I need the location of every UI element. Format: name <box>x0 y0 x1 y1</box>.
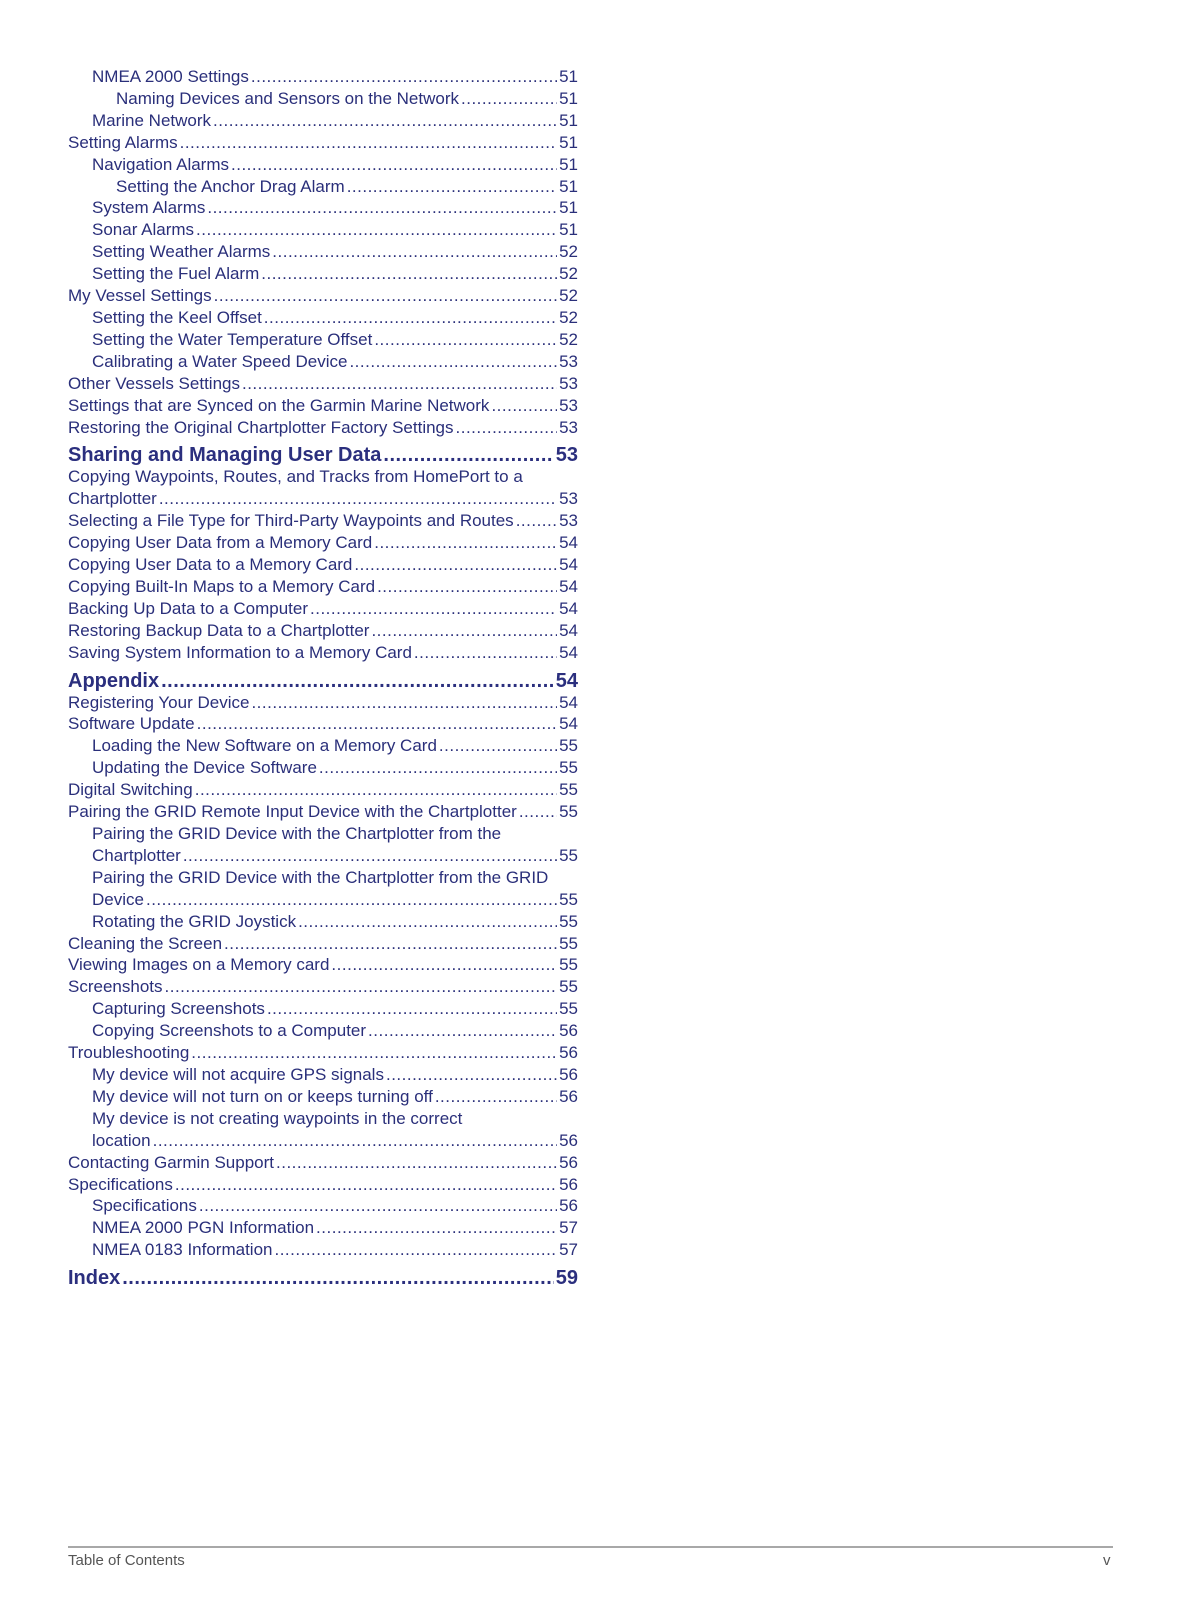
table-of-contents <box>68 66 578 1289</box>
toc-entry-title: Pairing the GRID Remote Input Device with the Chartplotter <box>68 802 517 822</box>
toc-entry-link[interactable] <box>68 1174 578 1196</box>
toc-page-number: 55 <box>559 845 578 865</box>
dot-leader <box>213 110 557 132</box>
toc-entry-link[interactable] <box>68 1239 578 1261</box>
toc-page-number: 51 <box>559 110 578 130</box>
toc-page-number: 55 <box>559 933 578 953</box>
toc-entry-link[interactable] <box>68 219 578 241</box>
toc-entry-title: Updating the Device Software <box>92 758 317 778</box>
toc-entry-link[interactable] <box>68 1152 578 1174</box>
toc-entry-title: Other Vessels Settings <box>68 373 240 393</box>
dot-leader <box>319 757 557 779</box>
toc-page-number: 56 <box>559 1152 578 1172</box>
toc-entry-link[interactable] <box>68 176 578 198</box>
toc-entry-link[interactable] <box>68 1217 578 1239</box>
toc-entry-title: Viewing Images on a Memory card <box>68 955 330 975</box>
toc-page-number: 54 <box>559 533 578 553</box>
toc-entry-link[interactable] <box>68 801 578 823</box>
toc-entry-title-continued: Device <box>92 889 144 909</box>
dot-leader <box>224 933 557 955</box>
toc-entry-title: Copying User Data from a Memory Card <box>68 533 373 553</box>
toc-entry-title: Registering Your Device <box>68 692 250 712</box>
toc-page-number: 55 <box>559 736 578 756</box>
toc-entry-link[interactable] <box>68 488 578 510</box>
footer-divider <box>68 1546 1113 1548</box>
dot-leader <box>242 373 557 395</box>
toc-entry-link[interactable] <box>68 1086 578 1108</box>
toc-entry-title: Setting the Water Temperature Offset <box>92 329 373 349</box>
dot-leader <box>159 488 557 510</box>
toc-entry-title-line <box>68 867 578 889</box>
toc-entry-title: System Alarms <box>92 198 206 218</box>
dot-leader <box>374 329 557 351</box>
toc-entry-title: NMEA 2000 PGN Information <box>92 1218 315 1238</box>
toc-page-number: 53 <box>559 373 578 393</box>
toc-entry-title: Sharing and Managing User Data <box>68 444 382 467</box>
toc-entry-title: Settings that are Synced on the Garmin Marine Network <box>68 395 490 415</box>
toc-entry-title-continued: Chartplotter <box>92 845 181 865</box>
dot-leader <box>310 598 557 620</box>
toc-entry-title: Specifications <box>92 1196 197 1216</box>
toc-entry-link[interactable] <box>68 576 578 598</box>
toc-entry-link[interactable] <box>68 889 578 911</box>
toc-entry-title: Pairing the GRID Device with the Chartplotter from the GRID <box>92 867 549 887</box>
toc-entry-title: Copying Waypoints, Routes, and Tracks from HomePort to a <box>68 467 523 487</box>
toc-entry-link[interactable] <box>68 373 578 395</box>
toc-entry-title: Calibrating a Water Speed Device <box>92 351 348 371</box>
toc-entry-title-continued: Chartplotter <box>68 489 157 509</box>
toc-entry-title: Sonar Alarms <box>92 220 195 240</box>
footer-section-label: Table of Contents <box>68 1552 185 1569</box>
toc-entry-title: My device is not creating waypoints in the correct <box>92 1108 463 1128</box>
toc-entry-link[interactable] <box>68 417 578 439</box>
toc-entry-link[interactable] <box>68 329 578 351</box>
toc-page-number: 56 <box>559 1064 578 1084</box>
toc-page-number: 51 <box>559 176 578 196</box>
dot-leader <box>231 154 557 176</box>
toc-entry-link[interactable] <box>68 735 578 757</box>
toc-entry-title: Appendix <box>68 669 160 692</box>
toc-page-number: 55 <box>559 955 578 975</box>
toc-page-number: 54 <box>559 714 578 734</box>
toc-entry-title: Setting Weather Alarms <box>92 242 271 262</box>
toc-entry-link[interactable] <box>68 241 578 263</box>
dot-leader <box>383 444 553 466</box>
toc-page-number: 54 <box>559 576 578 596</box>
toc-entry-title: My device will not acquire GPS signals <box>92 1064 384 1084</box>
toc-entry-title: Index <box>68 1267 121 1290</box>
dot-leader <box>368 1020 557 1042</box>
toc-page-number: 55 <box>559 758 578 778</box>
toc-entry-title: My device will not turn on or keeps turning off <box>92 1086 433 1106</box>
toc-entry-link[interactable] <box>68 154 578 176</box>
dot-leader <box>161 670 554 692</box>
toc-page-number: 55 <box>559 802 578 822</box>
toc-entry-title: Copying Built-In Maps to a Memory Card <box>68 576 376 596</box>
toc-page-number: 51 <box>559 198 578 218</box>
toc-page-number: 56 <box>559 1086 578 1106</box>
dot-leader <box>331 954 557 976</box>
toc-entry-link[interactable] <box>68 954 578 976</box>
toc-page-number: 53 <box>555 444 578 467</box>
toc-page-number: 54 <box>555 669 578 692</box>
toc-entry-link[interactable] <box>68 554 578 576</box>
toc-page-number: 52 <box>559 242 578 262</box>
toc-page-number: 55 <box>559 780 578 800</box>
toc-entry-title: Saving System Information to a Memory Card <box>68 642 412 662</box>
toc-entry-title: Digital Switching <box>68 780 193 800</box>
toc-page-number: 54 <box>559 692 578 712</box>
toc-entry-title-line <box>68 1108 578 1130</box>
dot-leader <box>349 351 557 373</box>
toc-entry-title: Copying Screenshots to a Computer <box>92 1021 367 1041</box>
dot-leader <box>276 1152 557 1174</box>
toc-entry-link[interactable] <box>68 110 578 132</box>
toc-entry-link[interactable] <box>68 933 578 955</box>
dot-leader <box>274 1239 557 1261</box>
toc-entry-link[interactable] <box>68 620 578 642</box>
toc-page-number: 52 <box>559 329 578 349</box>
dot-leader <box>175 1174 557 1196</box>
toc-entry-title: Copying User Data to a Memory Card <box>68 555 353 575</box>
toc-entry-link[interactable] <box>68 532 578 554</box>
toc-entry-link[interactable] <box>68 642 578 664</box>
dot-leader <box>435 1086 557 1108</box>
dot-leader <box>439 735 557 757</box>
toc-page-number: 53 <box>559 417 578 437</box>
toc-entry-link[interactable] <box>68 395 578 417</box>
toc-page-number: 52 <box>559 307 578 327</box>
toc-entry-link[interactable] <box>68 757 578 779</box>
toc-entry-title: Capturing Screenshots <box>92 999 265 1019</box>
dot-leader <box>180 132 557 154</box>
toc-entry-title: Pairing the GRID Device with the Chartplotter from the <box>92 824 502 843</box>
toc-page-number: 55 <box>559 889 578 909</box>
dot-leader <box>267 998 557 1020</box>
toc-entry-title: Loading the New Software on a Memory Card <box>92 736 437 756</box>
toc-page-number: 55 <box>559 977 578 997</box>
toc-page-number: 56 <box>559 1021 578 1041</box>
toc-entry-title-line <box>68 823 578 845</box>
footer-page-number: v <box>1103 1552 1111 1569</box>
toc-entry-title: NMEA 2000 Settings <box>92 67 249 86</box>
toc-entry-title-continued: location <box>92 1130 151 1150</box>
toc-entry-title: Marine Network <box>92 110 212 130</box>
toc-entry-title: Selecting a File Type for Third-Party Waypoints and Routes <box>68 511 514 531</box>
toc-entry-link[interactable] <box>68 1042 578 1064</box>
dot-leader <box>251 692 557 714</box>
toc-page-number: 53 <box>559 351 578 371</box>
dot-leader <box>461 88 557 110</box>
toc-page-number: 55 <box>559 911 578 931</box>
toc-entry-title: Backing Up Data to a Computer <box>68 598 309 618</box>
dot-leader <box>516 510 557 532</box>
toc-entry-link[interactable] <box>68 911 578 933</box>
toc-entry-title-line <box>68 466 578 488</box>
toc-entry-link[interactable] <box>68 976 578 998</box>
toc-entry-link[interactable] <box>68 1130 578 1152</box>
dot-leader <box>251 66 557 88</box>
toc-page-number: 52 <box>559 286 578 306</box>
dot-leader <box>374 532 557 554</box>
toc-entry-title: Troubleshooting <box>68 1043 190 1063</box>
dot-leader <box>386 1064 557 1086</box>
dot-leader <box>199 1195 557 1217</box>
toc-page-number: 51 <box>559 67 578 86</box>
toc-entry-title: Navigation Alarms <box>92 154 230 174</box>
toc-entry-link[interactable] <box>68 1195 578 1217</box>
toc-page-number: 51 <box>559 88 578 108</box>
dot-leader <box>214 285 557 307</box>
toc-entry-link[interactable] <box>68 713 578 735</box>
toc-entry-link[interactable] <box>68 66 578 88</box>
toc-page-number: 51 <box>559 220 578 240</box>
toc-entry-link[interactable] <box>68 598 578 620</box>
toc-page-number: 54 <box>559 555 578 575</box>
toc-page-number: 53 <box>559 511 578 531</box>
toc-entry-title: Setting the Anchor Drag Alarm <box>116 176 345 196</box>
toc-entry-link[interactable] <box>68 197 578 219</box>
toc-entry-title: Setting the Fuel Alarm <box>92 264 260 284</box>
toc-entry-title: Cleaning the Screen <box>68 933 223 953</box>
toc-page-number: 59 <box>555 1267 578 1290</box>
toc-entry-link[interactable] <box>68 1064 578 1086</box>
toc-entry-title: Rotating the GRID Joystick <box>92 911 297 931</box>
dot-leader <box>371 620 557 642</box>
dot-leader <box>272 241 557 263</box>
toc-entry-title: Software Update <box>68 714 195 734</box>
toc-entry-title: My Vessel Settings <box>68 286 212 306</box>
dot-leader <box>183 845 557 867</box>
toc-entry-link[interactable] <box>68 998 578 1020</box>
dot-leader <box>195 779 557 801</box>
dot-leader <box>146 889 557 911</box>
dot-leader <box>197 713 557 735</box>
toc-entry-link[interactable] <box>68 845 578 867</box>
toc-page-number: 54 <box>559 642 578 662</box>
toc-page-number: 51 <box>559 132 578 152</box>
dot-leader <box>377 576 557 598</box>
dot-leader <box>264 307 557 329</box>
toc-page-number: 57 <box>559 1218 578 1238</box>
toc-page-number: 53 <box>559 395 578 415</box>
toc-page-number: 56 <box>559 1196 578 1216</box>
toc-entry-title: Setting the Keel Offset <box>92 307 262 327</box>
toc-page-number: 53 <box>559 489 578 509</box>
toc-entry-link[interactable] <box>68 88 578 110</box>
toc-chapter-link[interactable] <box>68 444 578 466</box>
toc-chapter-link[interactable] <box>68 670 578 692</box>
toc-page-number: 51 <box>559 154 578 174</box>
toc-page-number: 56 <box>559 1043 578 1063</box>
dot-leader <box>298 911 557 933</box>
toc-entry-link[interactable] <box>68 692 578 714</box>
toc-entry-link[interactable] <box>68 510 578 532</box>
dot-leader <box>316 1217 557 1239</box>
dot-leader <box>519 801 557 823</box>
dot-leader <box>261 263 557 285</box>
toc-entry-title: Naming Devices and Sensors on the Network <box>116 88 459 108</box>
toc-entry-link[interactable] <box>68 307 578 329</box>
toc-chapter-link[interactable] <box>68 1267 578 1289</box>
toc-page-number: 56 <box>559 1130 578 1150</box>
toc-entry-link[interactable] <box>68 132 578 154</box>
toc-page-number: 54 <box>559 598 578 618</box>
toc-entry-title: Restoring Backup Data to a Chartplotter <box>68 620 370 640</box>
toc-page-number: 52 <box>559 264 578 284</box>
dot-leader <box>153 1130 557 1152</box>
dot-leader <box>122 1267 554 1289</box>
dot-leader <box>165 976 558 998</box>
dot-leader <box>191 1042 557 1064</box>
toc-page-number: 57 <box>559 1240 578 1260</box>
toc-entry-title: NMEA 0183 Information <box>92 1240 273 1260</box>
toc-entry-title: Screenshots <box>68 977 163 997</box>
toc-entry-link[interactable] <box>68 1020 578 1042</box>
dot-leader <box>491 395 557 417</box>
toc-page-number: 56 <box>559 1174 578 1194</box>
dot-leader <box>456 417 558 439</box>
toc-entry-link[interactable] <box>68 779 578 801</box>
toc-entry-link[interactable] <box>68 351 578 373</box>
toc-entry-title: Contacting Garmin Support <box>68 1152 274 1172</box>
toc-entry-title: Restoring the Original Chartplotter Factory Settings <box>68 417 454 437</box>
dot-leader <box>354 554 557 576</box>
dot-leader <box>196 219 557 241</box>
dot-leader <box>207 197 557 219</box>
toc-entry-title: Setting Alarms <box>68 132 178 152</box>
dot-leader <box>347 176 557 198</box>
toc-page-number: 55 <box>559 999 578 1019</box>
dot-leader <box>414 642 557 664</box>
toc-entry-title: Specifications <box>68 1174 173 1194</box>
toc-page-number: 54 <box>559 620 578 640</box>
toc-entry-link[interactable] <box>68 263 578 285</box>
toc-entry-link[interactable] <box>68 285 578 307</box>
